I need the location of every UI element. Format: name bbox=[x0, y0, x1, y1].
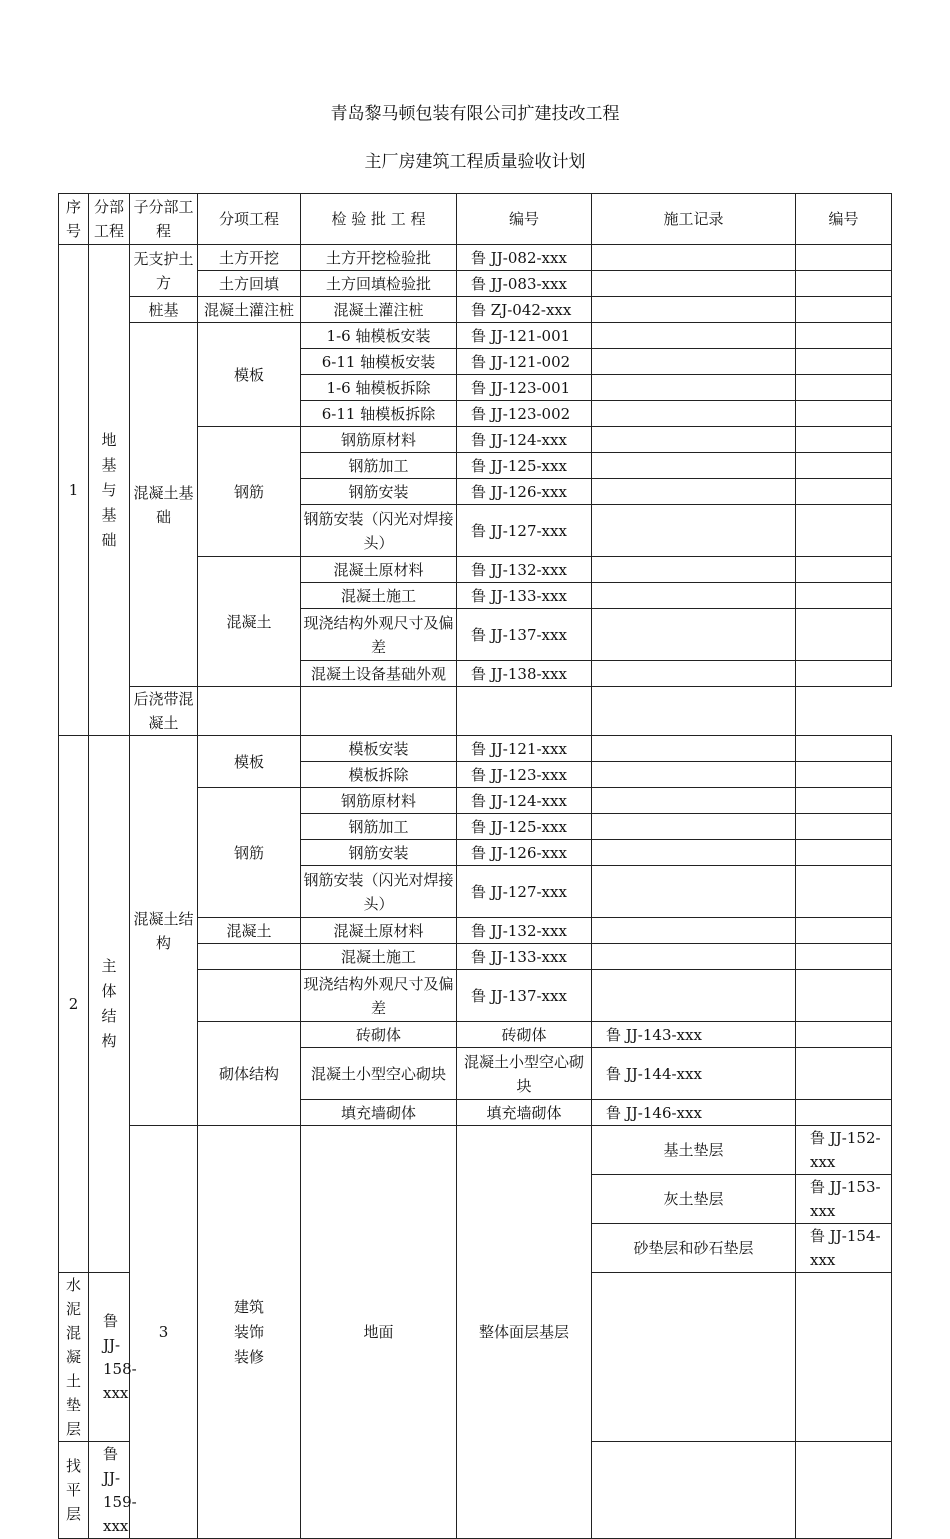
code-cell: 鲁 ZJ-042-xxx bbox=[457, 297, 592, 323]
code-cell: 鲁 JJ-153-xxx bbox=[796, 1175, 892, 1224]
code2-cell bbox=[796, 505, 892, 557]
item-cell: 后浇带混凝土 bbox=[130, 687, 198, 736]
batch-cell: 6-11 轴模板拆除 bbox=[301, 401, 457, 427]
record-cell bbox=[592, 557, 796, 583]
code2-cell bbox=[796, 583, 892, 609]
code-cell: 鲁 JJ-125-xxx bbox=[457, 814, 592, 840]
batch-cell: 找平层 bbox=[59, 1442, 89, 1539]
item-cell: 土方回填 bbox=[198, 271, 301, 297]
code2-cell bbox=[796, 661, 892, 687]
code-cell: 鲁 JJ-123-002 bbox=[457, 401, 592, 427]
division-label: 建筑装饰装修 bbox=[233, 1297, 264, 1366]
code2-cell bbox=[796, 736, 892, 762]
code2-cell bbox=[796, 840, 892, 866]
code-cell: 鲁 JJ-127-xxx bbox=[457, 866, 592, 918]
division-cell bbox=[89, 245, 130, 736]
code2-cell bbox=[796, 453, 892, 479]
code-cell: 鲁 JJ-137-xxx bbox=[457, 609, 592, 661]
header-batch: 检 验 批 工 程 bbox=[301, 194, 457, 245]
subdivision-cell: 混凝土基础 bbox=[130, 323, 198, 687]
code2-cell bbox=[796, 349, 892, 375]
batch-cell: 1-6 轴模板安装 bbox=[301, 323, 457, 349]
code-cell: 鲁 JJ-083-xxx bbox=[457, 271, 592, 297]
record-cell bbox=[592, 814, 796, 840]
batch-cell: 混凝土施工 bbox=[301, 583, 457, 609]
code-cell: 鲁 JJ-126-xxx bbox=[457, 479, 592, 505]
batch-cell: 钢筋安装 bbox=[301, 479, 457, 505]
code-cell: 鲁 JJ-132-xxx bbox=[457, 557, 592, 583]
batch-cell: 钢筋安装（闪光对焊接头） bbox=[301, 866, 457, 918]
code-cell: 鲁 JJ-144-xxx bbox=[592, 1048, 796, 1100]
record-cell bbox=[592, 479, 796, 505]
subdivision-cell: 砌体结构 bbox=[198, 1022, 301, 1126]
item-cell: 钢筋 bbox=[198, 788, 301, 918]
table-row bbox=[59, 297, 892, 323]
item-cell: 混凝土 bbox=[198, 918, 301, 944]
code-cell: 鲁 JJ-126-xxx bbox=[457, 840, 592, 866]
record-cell bbox=[592, 736, 796, 762]
item-cell bbox=[198, 944, 301, 970]
batch-cell: 钢筋安装（闪光对焊接头） bbox=[301, 505, 457, 557]
batch-cell: 混凝土灌注桩 bbox=[301, 297, 457, 323]
division-label: 主体结构 bbox=[101, 957, 117, 1050]
table-row bbox=[59, 687, 892, 736]
code2-cell bbox=[592, 687, 796, 736]
code2-cell bbox=[796, 557, 892, 583]
batch-cell: 水泥混凝土垫层 bbox=[59, 1273, 89, 1442]
code2-cell bbox=[796, 970, 892, 1022]
header-code: 编号 bbox=[457, 194, 592, 245]
subdivision-cell: 桩基 bbox=[130, 297, 198, 323]
record-cell bbox=[592, 453, 796, 479]
code-cell: 鲁 JJ-158-xxx bbox=[89, 1273, 130, 1442]
code-cell: 鲁 JJ-124-xxx bbox=[457, 427, 592, 453]
record-cell bbox=[457, 687, 592, 736]
page-subtitle: 主厂房建筑工程质量验收计划 bbox=[364, 152, 586, 172]
record-cell bbox=[592, 1273, 796, 1442]
record-cell bbox=[592, 970, 796, 1022]
batch-cell: 钢筋安装 bbox=[301, 840, 457, 866]
item-cell: 整体面层基层 bbox=[457, 1126, 592, 1539]
division-label: 地基与基础 bbox=[101, 430, 117, 549]
code2-cell bbox=[796, 1442, 892, 1539]
record-cell bbox=[796, 1100, 892, 1126]
record-cell bbox=[592, 323, 796, 349]
code-cell: 鲁 JJ-124-xxx bbox=[457, 788, 592, 814]
code-cell: 鲁 JJ-123-xxx bbox=[457, 762, 592, 788]
code2-cell bbox=[796, 271, 892, 297]
batch-cell: 混凝土施工 bbox=[301, 944, 457, 970]
code2-cell bbox=[796, 866, 892, 918]
subdivision-cell: 地面 bbox=[301, 1126, 457, 1539]
code2-cell bbox=[796, 375, 892, 401]
header-subdivision: 子分部工程 bbox=[130, 194, 198, 245]
code-cell: 鲁 JJ-154-xxx bbox=[796, 1224, 892, 1273]
batch-cell bbox=[198, 687, 301, 736]
table-row bbox=[59, 1126, 892, 1175]
record-cell bbox=[592, 427, 796, 453]
code-cell bbox=[301, 687, 457, 736]
batch-cell: 混凝土设备基础外观 bbox=[301, 661, 457, 687]
batch-cell: 现浇结构外观尺寸及偏差 bbox=[301, 609, 457, 661]
batch-cell: 土方回填检验批 bbox=[301, 271, 457, 297]
header-division: 分部工程 bbox=[89, 194, 130, 245]
batch-cell: 钢筋原材料 bbox=[301, 427, 457, 453]
batch-cell: 混凝土小型空心砌块 bbox=[457, 1048, 592, 1100]
record-cell bbox=[592, 297, 796, 323]
code2-cell bbox=[796, 814, 892, 840]
code-cell: 鲁 JJ-159-xxx bbox=[89, 1442, 130, 1539]
batch-cell: 砖砌体 bbox=[457, 1022, 592, 1048]
batch-cell: 土方开挖检验批 bbox=[301, 245, 457, 271]
record-cell bbox=[592, 609, 796, 661]
record-cell bbox=[592, 349, 796, 375]
header-seq: 序号 bbox=[59, 194, 89, 245]
record-cell bbox=[592, 788, 796, 814]
batch-cell: 现浇结构外观尺寸及偏差 bbox=[301, 970, 457, 1022]
record-cell bbox=[592, 401, 796, 427]
code-cell: 鲁 JJ-121-002 bbox=[457, 349, 592, 375]
code2-cell bbox=[796, 1273, 892, 1442]
code-cell: 鲁 JJ-125-xxx bbox=[457, 453, 592, 479]
item-cell: 混凝土小型空心砌块 bbox=[301, 1048, 457, 1100]
code-cell: 鲁 JJ-152-xxx bbox=[796, 1126, 892, 1175]
batch-cell: 钢筋加工 bbox=[301, 814, 457, 840]
code2-cell bbox=[796, 297, 892, 323]
item-cell: 混凝土灌注桩 bbox=[198, 297, 301, 323]
batch-cell: 灰土垫层 bbox=[592, 1175, 796, 1224]
batch-cell: 模板安装 bbox=[301, 736, 457, 762]
header-row bbox=[59, 194, 892, 245]
record-cell bbox=[796, 1048, 892, 1100]
record-cell bbox=[592, 271, 796, 297]
code2-cell bbox=[796, 944, 892, 970]
record-cell bbox=[592, 918, 796, 944]
page-title: 青岛黎马顿包装有限公司扩建技改工程 bbox=[330, 104, 620, 124]
item-cell bbox=[198, 970, 301, 1022]
subdivision-cell: 无支护土方 bbox=[130, 245, 198, 297]
item-cell: 混凝土 bbox=[198, 557, 301, 687]
record-cell bbox=[592, 866, 796, 918]
code2-cell bbox=[796, 788, 892, 814]
record-cell bbox=[592, 661, 796, 687]
code2-cell bbox=[796, 323, 892, 349]
code2-cell bbox=[796, 479, 892, 505]
inspection-plan-table bbox=[58, 193, 892, 1539]
code-cell: 鲁 JJ-127-xxx bbox=[457, 505, 592, 557]
header-code2: 编号 bbox=[796, 194, 892, 245]
batch-cell: 钢筋原材料 bbox=[301, 788, 457, 814]
seq-cell: 2 bbox=[59, 736, 89, 1273]
division-cell bbox=[198, 1126, 301, 1539]
batch-cell: 6-11 轴模板安装 bbox=[301, 349, 457, 375]
record-cell bbox=[592, 505, 796, 557]
item-cell: 填充墙砌体 bbox=[301, 1100, 457, 1126]
code-cell: 鲁 JJ-146-xxx bbox=[592, 1100, 796, 1126]
batch-cell: 基土垫层 bbox=[592, 1126, 796, 1175]
code2-cell bbox=[796, 401, 892, 427]
item-cell: 模板 bbox=[198, 736, 301, 788]
code2-cell bbox=[796, 918, 892, 944]
table-row bbox=[59, 323, 892, 349]
code-cell: 鲁 JJ-082-xxx bbox=[457, 245, 592, 271]
header-record: 施工记录 bbox=[592, 194, 796, 245]
code-cell: 鲁 JJ-137-xxx bbox=[457, 970, 592, 1022]
code2-cell bbox=[796, 762, 892, 788]
record-cell bbox=[592, 583, 796, 609]
code-cell: 鲁 JJ-133-xxx bbox=[457, 583, 592, 609]
table-row bbox=[59, 245, 892, 271]
record-cell bbox=[592, 762, 796, 788]
item-cell: 砖砌体 bbox=[301, 1022, 457, 1048]
code-cell: 鲁 JJ-143-xxx bbox=[592, 1022, 796, 1048]
code-cell: 鲁 JJ-123-001 bbox=[457, 375, 592, 401]
code2-cell bbox=[796, 609, 892, 661]
seq-cell: 3 bbox=[130, 1126, 198, 1539]
division-cell bbox=[89, 736, 130, 1273]
subdivision-cell: 混凝土结构 bbox=[130, 736, 198, 1126]
batch-cell: 钢筋加工 bbox=[301, 453, 457, 479]
item-cell: 钢筋 bbox=[198, 427, 301, 557]
code-cell: 鲁 JJ-132-xxx bbox=[457, 918, 592, 944]
code-cell: 鲁 JJ-133-xxx bbox=[457, 944, 592, 970]
batch-cell: 模板拆除 bbox=[301, 762, 457, 788]
batch-cell: 混凝土原材料 bbox=[301, 918, 457, 944]
header-item: 分项工程 bbox=[198, 194, 301, 245]
code-cell: 鲁 JJ-138-xxx bbox=[457, 661, 592, 687]
code-cell: 鲁 JJ-121-001 bbox=[457, 323, 592, 349]
item-cell: 土方开挖 bbox=[198, 245, 301, 271]
record-cell bbox=[592, 245, 796, 271]
batch-cell: 1-6 轴模板拆除 bbox=[301, 375, 457, 401]
code2-cell bbox=[796, 427, 892, 453]
seq-cell: 1 bbox=[59, 245, 89, 736]
batch-cell: 混凝土原材料 bbox=[301, 557, 457, 583]
item-cell: 模板 bbox=[198, 323, 301, 427]
batch-cell: 填充墙砌体 bbox=[457, 1100, 592, 1126]
code-cell: 鲁 JJ-121-xxx bbox=[457, 736, 592, 762]
record-cell bbox=[796, 1022, 892, 1048]
table-row bbox=[59, 736, 892, 762]
batch-cell: 砂垫层和砂石垫层 bbox=[592, 1224, 796, 1273]
record-cell bbox=[592, 944, 796, 970]
record-cell bbox=[592, 840, 796, 866]
code2-cell bbox=[796, 245, 892, 271]
record-cell bbox=[592, 375, 796, 401]
record-cell bbox=[592, 1442, 796, 1539]
